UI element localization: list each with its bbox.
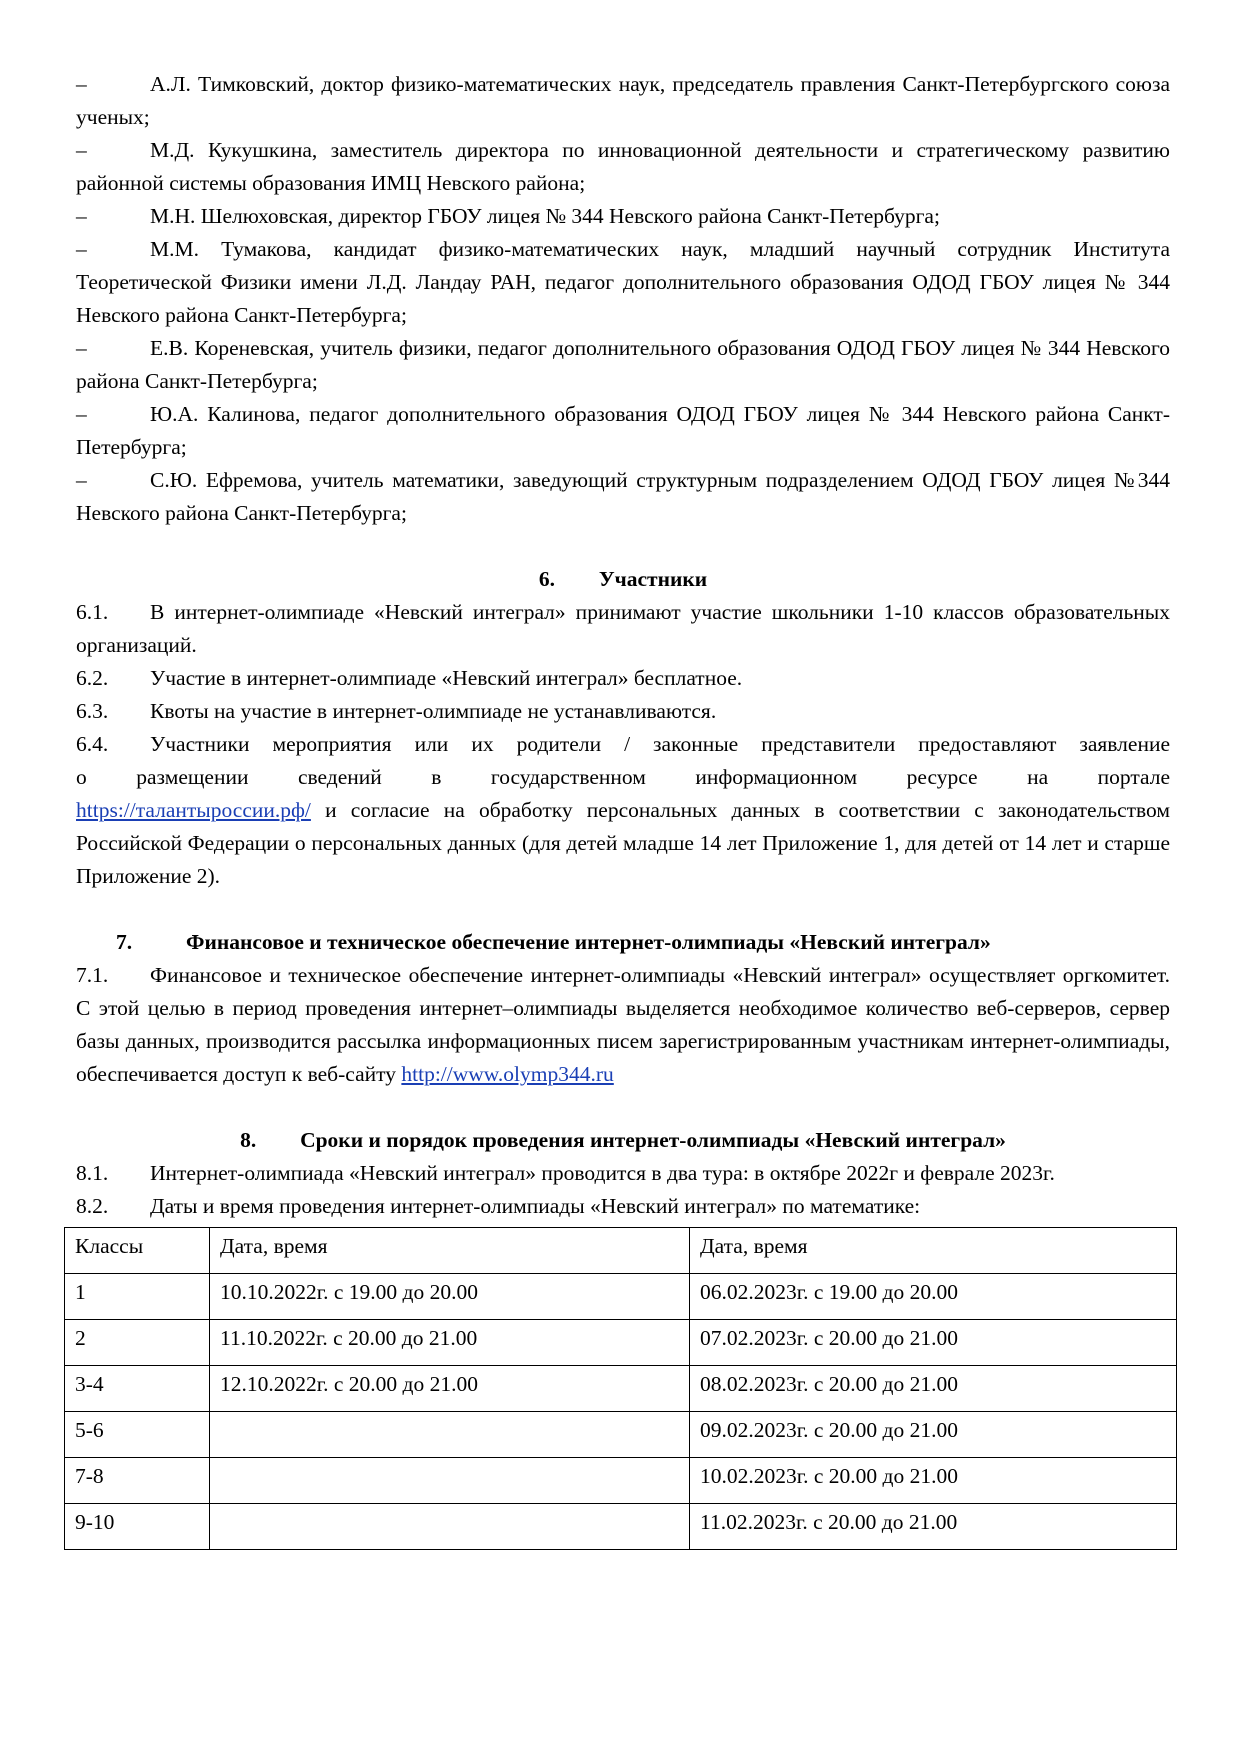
section-title: Финансовое и техническое обеспечение интернет-олимпиады «Невский интеграл» — [186, 930, 991, 954]
clause-number: 6.4. — [76, 732, 109, 756]
member-text: М.Д. Кукушкина, заместитель директора по инновационной деятельности и стратегическому развитию районной системы образования ИМЦ Невского района; — [76, 138, 1170, 195]
table-cell — [210, 1504, 690, 1550]
clause-number: 8.1. — [76, 1161, 109, 1185]
clause-line: о размещении сведений в государственном информационном ресурсе на портале — [76, 765, 1170, 789]
dash-bullet: – — [76, 138, 87, 162]
list-item — [76, 68, 1170, 134]
clause-6-2 — [76, 662, 1170, 695]
member-text: М.Н. Шелюховская, директор ГБОУ лицея № 344 Невского района Санкт-Петербурга; — [150, 204, 940, 228]
clause-continuation — [76, 794, 1170, 893]
section-8-heading — [76, 1124, 1170, 1157]
table-row — [65, 1412, 1177, 1458]
table-row — [65, 1458, 1177, 1504]
section-number: 6. — [538, 567, 555, 591]
table-cell: 10.02.2023г. с 20.00 до 21.00 — [690, 1458, 1177, 1504]
list-item — [76, 398, 1170, 464]
list-item — [76, 134, 1170, 200]
table-cell: 11.10.2022г. с 20.00 до 21.00 — [210, 1320, 690, 1366]
section-title: Участники — [598, 567, 708, 591]
clause-number: 6.3. — [76, 699, 109, 723]
dash-bullet: – — [76, 204, 87, 228]
clause-number: 6.2. — [76, 666, 109, 690]
schedule-table — [64, 1227, 1177, 1550]
clause-text: В интернет-олимпиаде «Невский интеграл» принимают участие школьники 1-10 классов образовательных организаций. — [76, 600, 1170, 657]
dash-bullet: – — [76, 402, 87, 426]
table-cell: 11.02.2023г. с 20.00 до 21.00 — [690, 1504, 1177, 1550]
list-item — [76, 332, 1170, 398]
talents-portal-link[interactable]: https://талантыроссии.рф/ — [76, 798, 311, 822]
table-cell: 2 — [65, 1320, 210, 1366]
dash-bullet: – — [76, 336, 87, 360]
olymp-website-link[interactable]: http://www.olymp344.ru — [401, 1062, 614, 1086]
table-cell: 08.02.2023г. с 20.00 до 21.00 — [690, 1366, 1177, 1412]
table-cell — [210, 1458, 690, 1504]
list-item — [76, 464, 1170, 530]
section-number: 8. — [240, 1128, 257, 1152]
list-item — [76, 200, 1170, 233]
clause-6-3 — [76, 695, 1170, 728]
table-cell: 09.02.2023г. с 20.00 до 21.00 — [690, 1412, 1177, 1458]
member-text: Е.В. Кореневская, учитель физики, педагог дополнительного образования ОДОД ГБОУ лицея № 344 Невского района Санкт-Петербурга; — [76, 336, 1170, 393]
clause-line — [76, 728, 1170, 761]
list-item — [76, 233, 1170, 332]
header-cell: Дата, время — [210, 1228, 690, 1274]
section-7-heading — [76, 926, 1170, 959]
dash-bullet: – — [76, 468, 87, 492]
table-header-row — [65, 1228, 1177, 1274]
table-cell: 10.10.2022г. с 19.00 до 20.00 — [210, 1274, 690, 1320]
clause-7-1 — [76, 959, 1170, 1091]
table-cell: 07.02.2023г. с 20.00 до 21.00 — [690, 1320, 1177, 1366]
clause-number: 8.2. — [76, 1194, 109, 1218]
section-number: 7. — [116, 930, 133, 954]
clause-number: 7.1. — [76, 963, 109, 987]
dash-bullet: – — [76, 237, 87, 261]
table-row — [65, 1320, 1177, 1366]
clause-8-1 — [76, 1157, 1170, 1190]
table-cell: 5-6 — [65, 1412, 210, 1458]
table-cell: 9-10 — [65, 1504, 210, 1550]
table-cell: 1 — [65, 1274, 210, 1320]
member-text: М.М. Тумакова, кандидат физико-математических наук, младший научный сотрудник Института Теоретической Физики имени Л.Д. Ландау РАН, педагог дополнительного образования ОДОД ГБОУ лицея № 344 Невского района Санкт-Петербурга; — [76, 237, 1170, 327]
header-cell: Классы — [65, 1228, 210, 1274]
member-text: А.Л. Тимковский, доктор физико-математических наук, председатель правления Санкт-Петербургского союза ученых; — [76, 72, 1170, 129]
clause-text: Финансовое и техническое обеспечение интернет-олимпиады «Невский интеграл» осуществляет оргкомитет. С этой целью в период проведения интернет–олимпиады выделяется необходимое количество веб-серверов, сервер базы данных, производится рассылка информационных писем зарегистрированным участникам интернет-олимпиады, обеспечивается доступ к веб-сайту — [76, 963, 1170, 1086]
member-text: С.Ю. Ефремова, учитель математики, заведующий структурным подразделением ОДОД ГБОУ лицея №344 Невского района Санкт-Петербурга; — [76, 468, 1170, 525]
table-row — [65, 1366, 1177, 1412]
clause-8-2 — [76, 1190, 1170, 1223]
clause-text: Квоты на участие в интернет-олимпиаде не устанавливаются. — [150, 699, 717, 723]
section-6-heading — [76, 563, 1170, 596]
clause-number: 6.1. — [76, 600, 109, 624]
clause-text: Интернет-олимпиада «Невский интеграл» проводится в два тура: в октябре 2022г и феврале 2023г. — [150, 1161, 1055, 1185]
clause-text: Даты и время проведения интернет-олимпиады «Невский интеграл» по математике: — [150, 1194, 921, 1218]
clause-6-4 — [76, 728, 1170, 893]
committee-list — [76, 68, 1170, 530]
section-title: Сроки и порядок проведения интернет-олимпиады «Невский интеграл» — [300, 1128, 1006, 1152]
clause-text: и согласие на обработку персональных данных в соответствии с законодательством Российской Федерации о персональных данных (для детей младше 14 лет Приложение 1, для детей от 14 лет и старше Приложение 2). — [76, 798, 1171, 888]
header-cell: Дата, время — [690, 1228, 1177, 1274]
table-cell: 3-4 — [65, 1366, 210, 1412]
table-cell — [210, 1412, 690, 1458]
clause-text: Участники мероприятия или их родители / законные представители предоставляют заявление — [150, 732, 1170, 756]
member-text: Ю.А. Калинова, педагог дополнительного образования ОДОД ГБОУ лицея № 344 Невского района Санкт-Петербурга; — [76, 402, 1170, 459]
document-page — [76, 68, 1170, 1550]
table-row — [65, 1274, 1177, 1320]
table-cell: 06.02.2023г. с 19.00 до 20.00 — [690, 1274, 1177, 1320]
table-cell: 12.10.2022г. с 20.00 до 21.00 — [210, 1366, 690, 1412]
table-cell: 7-8 — [65, 1458, 210, 1504]
dash-bullet: – — [76, 72, 87, 96]
clause-6-1 — [76, 596, 1170, 662]
clause-text: Участие в интернет-олимпиаде «Невский интеграл» бесплатное. — [150, 666, 743, 690]
table-row — [65, 1504, 1177, 1550]
